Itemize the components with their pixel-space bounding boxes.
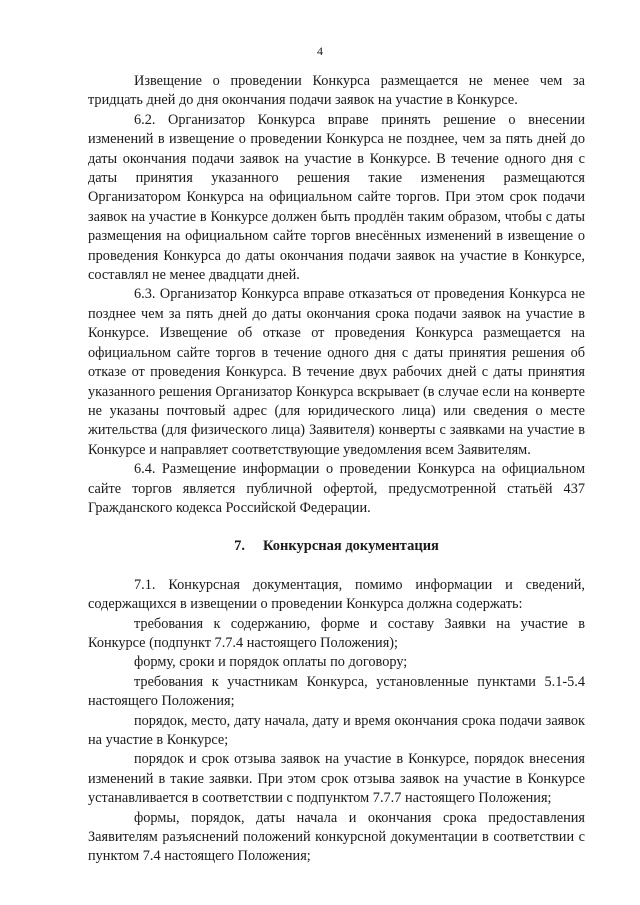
list-item-requirements-form: требования к содержанию, форме и составу Заявки на участие в Конкурсе (подпункт 7.7.4 настоящего Положения);	[88, 615, 585, 651]
paragraph-7-1: 7.1. Конкурсная документация, помимо информации и сведений, содержащихся в извещении о проведении Конкурса должна содержать:	[88, 576, 585, 613]
list-item-submission-dates: порядок, место, дату начала, дату и время окончания срока подачи заявок на участие в Конкурсе;	[88, 712, 585, 748]
section-title: Конкурсная документация	[262, 538, 439, 555]
page-number: 4	[317, 44, 323, 58]
paragraph-6-3: 6.3. Организатор Конкурса вправе отказаться от проведения Конкурса не позднее чем за пять дней до даты окончания срока подачи заявок на участие в Конкурсе. Извещение об отказе от проведения Конкурса размещается на официальном сайте торгов в течение одного дня с даты принятия решения об отказе от проведения Конкурса. В течение двух рабочих дней с даты принятия указанного решения Организатор Конкурса вскрывает (в случае если на конверте не указаны почтовый адрес (для юридического лица) или сведения о месте жительства (для физического лица) Заявителя) конверты с заявками на участие в Конкурсе и направляет соответствующие уведомления всем Заявителям.	[88, 286, 585, 458]
paragraph-notice-deadline: Извещение о проведении Конкурса размещается не менее чем за тридцать дней до дня окончания подачи заявок на участие в Конкурсе.	[88, 73, 585, 109]
list-item-participant-requirements: требования к участникам Конкурса, установленные пунктами 5.1-5.4 настоящего Положения;	[88, 673, 585, 710]
list-item-clarifications: формы, порядок, даты начала и окончания срока предоставления Заявителям разъяснений положений конкурсной документации в соответствии с пунктом 7.4 настоящего Положения;	[88, 809, 585, 865]
document-body	[88, 72, 585, 867]
list-item-withdrawal-order: порядок и срок отзыва заявок на участие в Конкурсе, порядок внесения изменений в такие заявки. При этом срок отзыва заявок на участие в Конкурсе устанавливается в соответствии с подпунктом 7.7.7 настоящего Положения;	[88, 751, 585, 807]
paragraph-6-4: 6.4. Размещение информации о проведении Конкурса на официальном сайте торгов является публичной офертой, предусмотренной статьёй 437 Гражданского кодекса Российской Федерации.	[88, 461, 585, 516]
list-item-payment-terms: форму, сроки и порядок оплаты по договору;	[134, 654, 408, 671]
section-heading	[88, 537, 585, 556]
section-number: 7.	[234, 538, 245, 555]
paragraph-6-2: 6.2. Организатор Конкурса вправе принять решение о внесении изменений в извещение о проведении Конкурса не позднее, чем за пять дней до даты окончания подачи заявок на участие в Конкурсе. В течение одного дня с даты принятия указанного решения такие изменения размещаются Организатором Конкурса на официальном сайте торгов. При этом срок подачи заявок на участие в Конкурсе должен быть продлён таким образом, чтобы с даты размещения на официальном сайте торгов внесённых изменений в извещение о проведения Конкурса до даты окончания подачи заявок на участие в Конкурсе, составлял не менее двадцати дней.	[88, 111, 585, 284]
